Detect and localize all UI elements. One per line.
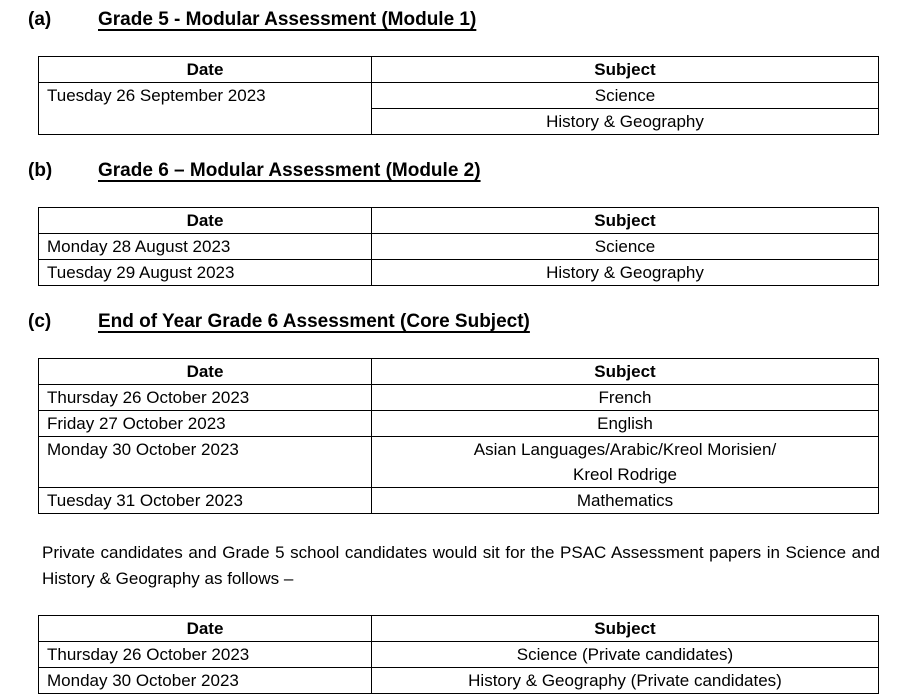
section-b-heading xyxy=(28,159,879,182)
date-cell: Tuesday 26 September 2023 xyxy=(39,83,372,135)
date-cell: Friday 27 October 2023 xyxy=(39,411,372,437)
date-cell: Tuesday 31 October 2023 xyxy=(39,488,372,514)
section-c-heading xyxy=(28,310,879,333)
subject-cell: History & Geography (Private candidates) xyxy=(372,668,879,694)
grade6-module2-table xyxy=(38,207,879,286)
section-c-label: (c) xyxy=(28,311,52,332)
date-cell: Thursday 26 October 2023 xyxy=(39,642,372,668)
subject-line: Kreol Rodrige xyxy=(573,465,677,484)
table-row xyxy=(39,260,879,286)
table-row xyxy=(39,437,879,488)
section-a-title: Grade 5 - Modular Assessment (Module 1) xyxy=(98,9,477,30)
table-row xyxy=(39,83,879,109)
subject-cell: History & Geography xyxy=(372,109,879,135)
table-header-row xyxy=(39,359,879,385)
column-header-subject: Subject xyxy=(372,359,879,385)
end-of-year-grade6-table xyxy=(38,358,879,514)
section-b-title: Grade 6 – Modular Assessment (Module 2) xyxy=(98,160,481,181)
column-header-date: Date xyxy=(39,57,372,83)
grade5-module1-table xyxy=(38,56,879,135)
column-header-subject: Subject xyxy=(372,208,879,234)
subject-cell: Science (Private candidates) xyxy=(372,642,879,668)
subject-cell xyxy=(372,437,879,488)
table-row xyxy=(39,385,879,411)
subject-cell: Science xyxy=(372,234,879,260)
column-header-subject: Subject xyxy=(372,57,879,83)
column-header-subject: Subject xyxy=(372,616,879,642)
table-header-row xyxy=(39,616,879,642)
table-row xyxy=(39,642,879,668)
private-candidates-note: Private candidates and Grade 5 school candidates would sit for the PSAC Assessment papers in Science and History & Geography as follows – xyxy=(42,543,880,588)
date-cell: Monday 30 October 2023 xyxy=(39,437,372,488)
table-row xyxy=(39,411,879,437)
column-header-date: Date xyxy=(39,208,372,234)
table-header-row xyxy=(39,208,879,234)
table-row xyxy=(39,234,879,260)
column-header-date: Date xyxy=(39,616,372,642)
table-header-row xyxy=(39,57,879,83)
section-a-heading xyxy=(28,8,879,31)
psac-private-candidates-table xyxy=(38,615,879,694)
section-b-label: (b) xyxy=(28,160,53,181)
subject-cell: French xyxy=(372,385,879,411)
table-row xyxy=(39,488,879,514)
date-cell: Monday 28 August 2023 xyxy=(39,234,372,260)
subject-cell: Science xyxy=(372,83,879,109)
subject-cell: English xyxy=(372,411,879,437)
section-a-label: (a) xyxy=(28,9,52,30)
table-row xyxy=(39,668,879,694)
date-cell: Thursday 26 October 2023 xyxy=(39,385,372,411)
subject-cell: History & Geography xyxy=(372,260,879,286)
subject-cell: Mathematics xyxy=(372,488,879,514)
date-cell: Tuesday 29 August 2023 xyxy=(39,260,372,286)
section-c-title: End of Year Grade 6 Assessment (Core Subject) xyxy=(98,311,530,332)
column-header-date: Date xyxy=(39,359,372,385)
date-cell: Monday 30 October 2023 xyxy=(39,668,372,694)
subject-line: Asian Languages/Arabic/Kreol Morisien/ xyxy=(473,440,777,459)
